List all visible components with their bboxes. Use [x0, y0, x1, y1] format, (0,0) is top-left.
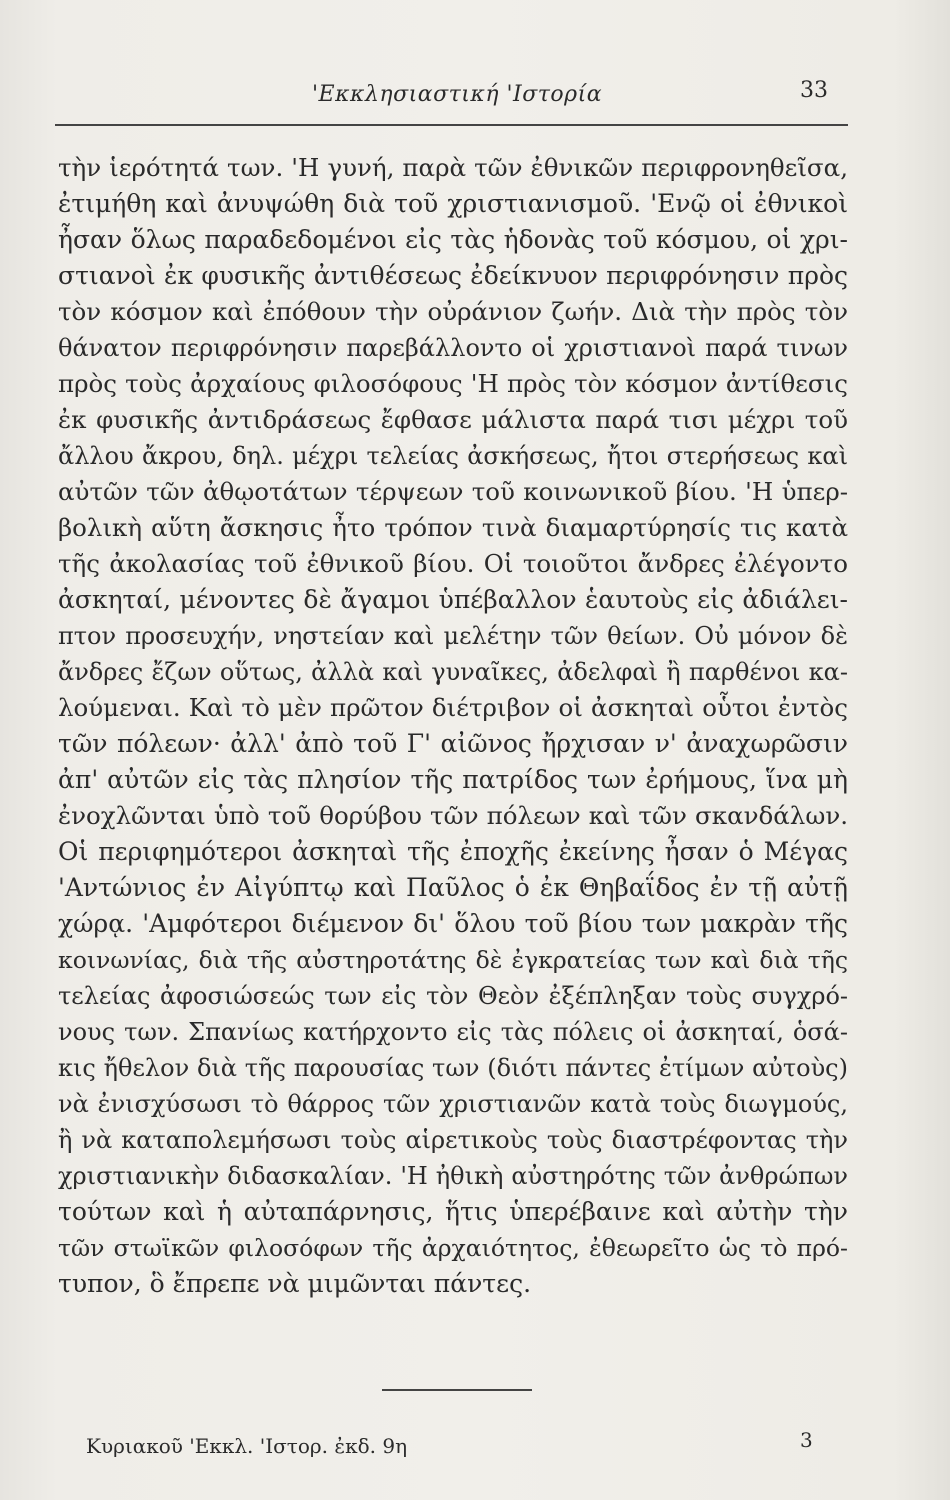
- running-head: [0, 78, 950, 118]
- text-line: τὸν κόσμον καὶ ἐπόθουν τὴν οὐράνιον ζωήν. Διὰ τὴν πρὸς τὸν: [58, 297, 848, 326]
- signature-line: [0, 1428, 950, 1470]
- text-line: αὐτῶν τῶν ἀθῳοτάτων τέρψεων τοῦ κοινωνικοῦ βίου. 'Η ὑπερ-: [58, 477, 848, 506]
- body-text: [58, 150, 848, 1302]
- text-line: τῶν πόλεων· ἀλλ' ἀπὸ τοῦ Γ' αἰῶνος ἤρχισαν ν' ἀναχωρῶσιν: [58, 729, 848, 758]
- text-line: ἄνδρες ἔζων οὕτως, ἀλλὰ καὶ γυναῖκες, ἀδελφαὶ ἢ παρθένοι κα-: [58, 658, 848, 686]
- text-line: κοινωνίας, διὰ τῆς αὐστηροτάτης δὲ ἐγκρατείας των καὶ διὰ τῆς: [58, 946, 848, 974]
- signature-mark: 3: [800, 1428, 813, 1452]
- text-line: ἐκ φυσικῆς ἀντιδράσεως ἔφθασε μάλιστα παρά τισι μέχρι τοῦ: [58, 405, 848, 434]
- text-line: ἐνοχλῶνται ὑπὸ τοῦ θορύβου τῶν πόλεων καὶ τῶν σκανδάλων.: [58, 801, 848, 830]
- text-line: κις ἤθελον διὰ τῆς παρουσίας των (διότι πάντες ἐτίμων αὐτοὺς): [58, 1054, 848, 1082]
- text-line: ἦσαν ὅλως παραδεδομένοι εἰς τὰς ἡδονὰς τοῦ κόσμου, οἱ χρι-: [58, 225, 848, 254]
- text-line: ἐτιμήθη καὶ ἀνυψώθη διὰ τοῦ χριστιανισμοῦ. 'Ενῷ οἱ ἐθνικοὶ: [58, 189, 848, 218]
- page-number: 33: [800, 78, 828, 103]
- text-line: βολικὴ αὕτη ἄσκησις ἦτο τρόπον τινὰ διαμαρτύρησίς τις κατὰ: [58, 513, 848, 542]
- text-line: τυπον, ὃ ἔπρεπε νὰ μιμῶνται πάντες.: [58, 1269, 532, 1298]
- printer-signature: Κυριακοῦ 'Εκκλ. 'Ιστορ. ἐκδ. 9η: [86, 1434, 408, 1458]
- text-line: ἢ νὰ καταπολεμήσωσι τοὺς αἱρετικοὺς τοὺς διαστρέφοντας τὴν: [58, 1126, 848, 1154]
- text-line: ἀπ' αὐτῶν εἰς τὰς πλησίον τῆς πατρίδος των ἐρήμους, ἵνα μὴ: [58, 765, 848, 794]
- text-line: λούμεναι. Καὶ τὸ μὲν πρῶτον διέτριβον οἱ ἀσκηταὶ οὗτοι ἐντὸς: [58, 693, 848, 722]
- running-title: 'Εκκλησιαστική 'Ιστορία: [312, 82, 603, 107]
- text-line: 'Αντώνιος ἐν Αἰγύπτῳ καὶ Παῦλος ὁ ἐκ Θηβαΐδος ἐν τῇ αὐτῇ: [58, 873, 848, 902]
- text-line: τὴν ἱερότητά των. 'Η γυνή, παρὰ τῶν ἐθνικῶν περιφρονηθεῖσα,: [58, 153, 848, 182]
- text-line: θάνατον περιφρόνησιν παρεβάλλοντο οἱ χριστιανοὶ παρά τινων: [58, 334, 848, 362]
- text-line: τούτων καὶ ἡ αὐταπάρνησις, ἥτις ὑπερέβαινε καὶ αὐτὴν τὴν: [58, 1197, 848, 1226]
- footnote-rule: [382, 1389, 532, 1391]
- text-line: ἀσκηταί, μένοντες δὲ ἄγαμοι ὑπέβαλλον ἑαυτοὺς εἰς ἀδιάλει-: [58, 585, 848, 614]
- text-line: Οἱ περιφημότεροι ἀσκηταὶ τῆς ἐποχῆς ἐκείνης ἦσαν ὁ Μέγας: [58, 837, 848, 866]
- text-line: νὰ ἐνισχύσωσι τὸ θάρρος τῶν χριστιανῶν κατὰ τοὺς διωγμούς,: [58, 1090, 848, 1118]
- text-line: ἄλλου ἄκρου, δηλ. μέχρι τελείας ἀσκήσεως, ἤτοι στερήσεως καὶ: [58, 442, 848, 470]
- text-line: νους των. Σπανίως κατήρχοντο εἰς τὰς πόλεις οἱ ἀσκηταί, ὁσά-: [58, 1018, 848, 1046]
- text-line: τελείας ἀφοσιώσεώς των εἰς τὸν Θεὸν ἐξέπληξαν τοὺς συγχρό-: [58, 982, 848, 1010]
- text-line: στιανοὶ ἐκ φυσικῆς ἀντιθέσεως ἐδείκνυον περιφρόνησιν πρὸς: [58, 261, 848, 290]
- text-line: πρὸς τοὺς ἀρχαίους φιλοσόφους 'Η πρὸς τὸν κόσμον ἀντίθεσις: [58, 369, 848, 398]
- text-line: χώρᾳ. 'Αμφότεροι διέμενον δι' ὅλου τοῦ βίου των μακρὰν τῆς: [58, 909, 848, 938]
- text-line: τῆς ἀκολασίας τοῦ ἐθνικοῦ βίου. Οἱ τοιοῦτοι ἄνδρες ἐλέγοντο: [58, 549, 848, 578]
- text-line: τῶν στωϊκῶν φιλοσόφων τῆς ἀρχαιότητος, ἐθεωρεῖτο ὡς τὸ πρό-: [58, 1234, 848, 1262]
- header-rule: [55, 124, 848, 126]
- text-line: πτον προσευχήν, νηστείαν καὶ μελέτην τῶν θείων. Οὐ μόνον δὲ: [58, 622, 848, 650]
- text-line: χριστιανικὴν διδασκαλίαν. 'Η ἠθικὴ αὐστηρότης τῶν ἀνθρώπων: [58, 1162, 848, 1190]
